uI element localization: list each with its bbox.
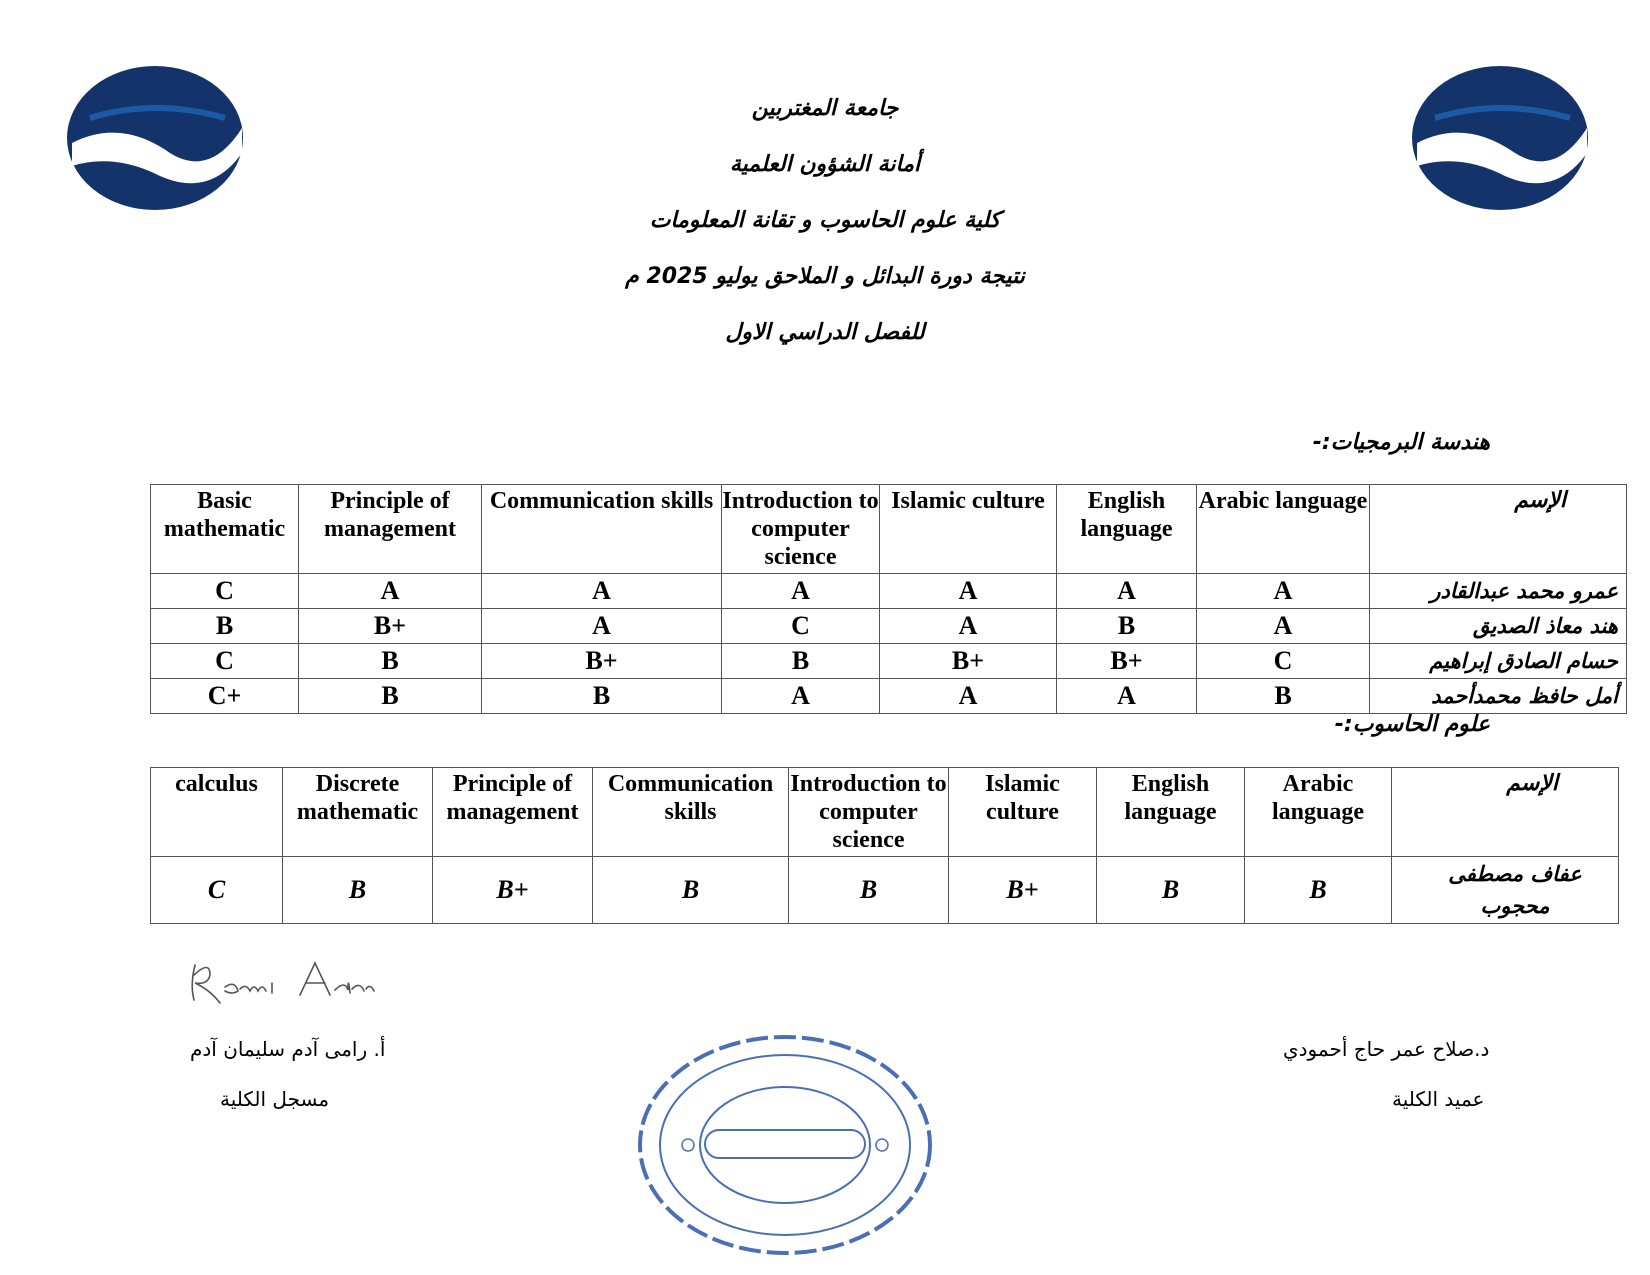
university-logo-right (1405, 58, 1595, 218)
student-name: أمل حافظ محمدأحمد (1370, 679, 1627, 714)
registrar-name: أ. رامى آدم سليمان آدم (190, 1037, 386, 1061)
software-engineering-label: هندسة البرمجيات:- (1312, 430, 1490, 455)
grade-cell: C (722, 609, 880, 644)
col-header: calculus (151, 768, 283, 857)
grade-cell: C (151, 644, 299, 679)
semester-title: للفصل الدراسي الاول (725, 320, 925, 345)
grade-cell: B (1197, 679, 1370, 714)
grade-cell: B+ (880, 644, 1057, 679)
faculty-title: كلية علوم الحاسوب و تقانة المعلومات (649, 208, 1001, 233)
grade-cell: B (1057, 609, 1197, 644)
student-name: هند معاذ الصديق (1370, 609, 1627, 644)
grade-cell: C (151, 857, 283, 924)
grade-cell: B (593, 857, 789, 924)
grade-cell: C (1197, 644, 1370, 679)
col-header: Basic mathematic (151, 485, 299, 574)
grade-cell: B (789, 857, 949, 924)
col-header: Introduction to computer science (722, 485, 880, 574)
table-row (151, 857, 1619, 924)
col-header: Arabic language (1197, 485, 1370, 574)
table-row (151, 574, 1627, 609)
grade-cell: B (299, 679, 482, 714)
computer-science-label: علوم الحاسوب:- (1334, 712, 1490, 737)
grade-cell: A (880, 609, 1057, 644)
grade-cell: C (151, 574, 299, 609)
grade-cell: C+ (151, 679, 299, 714)
col-header: Discrete mathematic (283, 768, 433, 857)
registrar-role: مسجل الكلية (220, 1087, 330, 1111)
grade-cell: B (1245, 857, 1392, 924)
grade-cell: B+ (949, 857, 1097, 924)
dean-name: د.صلاح عمر حاج أحمودي (1283, 1037, 1490, 1061)
grade-cell: B+ (299, 609, 482, 644)
grade-cell: A (1057, 574, 1197, 609)
grade-cell: A (299, 574, 482, 609)
grade-cell: B (299, 644, 482, 679)
col-header: Islamic culture (949, 768, 1097, 857)
table-row (151, 609, 1627, 644)
student-name: عمرو محمد عبدالقادر (1370, 574, 1627, 609)
col-header: Communication skills (593, 768, 789, 857)
student-name: عفاف مصطفى محجوب (1392, 857, 1619, 924)
col-header: Principle of management (433, 768, 593, 857)
software-engineering-table (150, 484, 1627, 714)
col-header-name: الإسم (1392, 768, 1619, 857)
grade-cell: A (722, 679, 880, 714)
col-header: Islamic culture (880, 485, 1057, 574)
grade-cell: A (1197, 574, 1370, 609)
university-logo-left (60, 58, 250, 218)
grade-cell: A (880, 574, 1057, 609)
col-header: English language (1097, 768, 1245, 857)
table-header-row (151, 485, 1627, 574)
col-header: Principle of management (299, 485, 482, 574)
table-header-row (151, 768, 1619, 857)
grade-cell: A (1197, 609, 1370, 644)
dean-role: عميد الكلية (1392, 1087, 1485, 1111)
office-title: أمانة الشؤون العلمية (729, 152, 921, 177)
grade-cell: A (880, 679, 1057, 714)
computer-science-table (150, 767, 1619, 924)
grade-cell: A (482, 574, 722, 609)
col-header: Arabic language (1245, 768, 1392, 857)
col-header-name: الإسم (1370, 485, 1627, 574)
grade-cell: B+ (482, 644, 722, 679)
col-header: English language (1057, 485, 1197, 574)
grade-cell: B (151, 609, 299, 644)
table-row (151, 679, 1627, 714)
col-header: Introduction to computer science (789, 768, 949, 857)
result-title: نتيجة دورة البدائل و الملاحق يوليو 2025 م (625, 264, 1025, 289)
col-header: Communication skills (482, 485, 722, 574)
grade-cell: A (722, 574, 880, 609)
registrar-signature (180, 945, 380, 1015)
grade-cell: B (722, 644, 880, 679)
grade-cell: B (283, 857, 433, 924)
grade-cell: B+ (433, 857, 593, 924)
grade-cell: B (482, 679, 722, 714)
grade-cell: A (1057, 679, 1197, 714)
grade-cell: A (482, 609, 722, 644)
table-row (151, 644, 1627, 679)
student-name: حسام الصادق إبراهيم (1370, 644, 1627, 679)
grade-cell: B (1097, 857, 1245, 924)
grade-cell: B+ (1057, 644, 1197, 679)
university-title: جامعة المغتربين (751, 96, 899, 121)
official-stamp (630, 1030, 940, 1260)
